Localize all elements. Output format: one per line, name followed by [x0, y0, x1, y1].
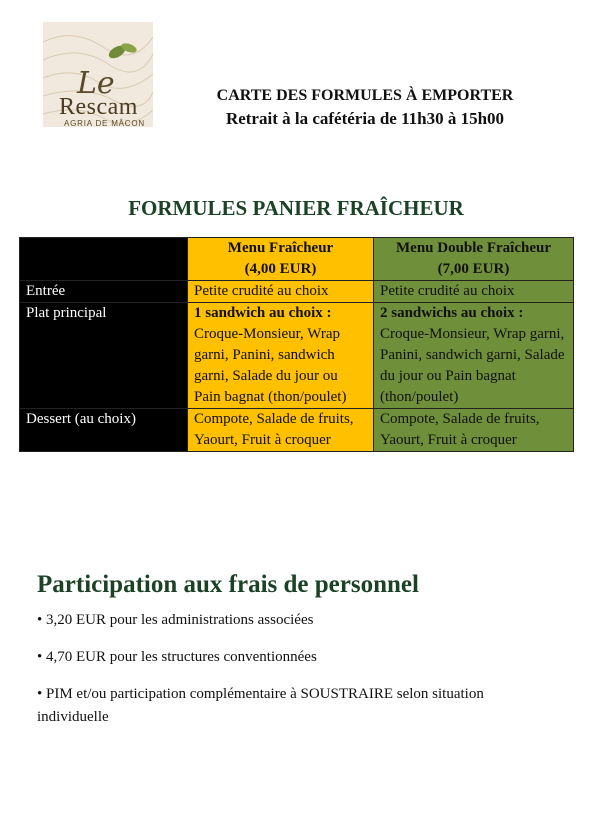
table-corner [20, 238, 188, 281]
menu1-cell: Compote, Salade de fruits, Yaourt, Fruit à croquer [188, 409, 374, 452]
row-label: Entrée [20, 281, 188, 303]
menu1-cell: Petite crudité au choix [188, 281, 374, 303]
menu1-plat-heading: 1 sandwich au choix : [194, 305, 332, 321]
table-row [20, 281, 574, 303]
menu1-price: (4,00 EUR) [244, 261, 317, 277]
menu1-title: Menu Fraîcheur [227, 240, 334, 256]
logo-le: Le [77, 66, 115, 101]
header-line1: CARTE DES FORMULES À EMPORTER [216, 87, 514, 104]
section-title: FORMULES PANIER FRAÎCHEUR [128, 196, 464, 220]
list-item: • 4,70 EUR pour les structures conventionnées [37, 649, 317, 665]
list-item: • PIM et/ou participation complémentaire à SOUSTRAIRE selon situation individuelle [37, 686, 484, 725]
menu1-cell [188, 303, 374, 409]
table-row [20, 303, 574, 409]
page-header [170, 84, 560, 130]
logo [43, 22, 153, 127]
table-row [20, 409, 574, 452]
menu2-plat-list: Croque-Monsieur, Wrap garni, Panini, sandwich garni, Salade du jour ou Pain bagnat (thon/poulet) [380, 326, 565, 405]
participation-list [37, 609, 557, 743]
list-item: • 3,20 EUR pour les administrations associées [37, 612, 314, 628]
menu-table [19, 237, 574, 452]
menu2-title: Menu Double Fraîcheur [396, 240, 551, 256]
menu2-cell: Petite crudité au choix [374, 281, 574, 303]
participation-title: Participation aux frais de personnel [37, 571, 419, 598]
table-header-row [20, 238, 574, 281]
logo-subtitle: AGRIA DE MÂCON [64, 119, 145, 127]
menu2-plat-heading: 2 sandwichs au choix : [380, 305, 524, 321]
logo-name: Rescam [59, 94, 138, 120]
menu1-header [188, 238, 374, 281]
menu2-header [374, 238, 574, 281]
row-label: Plat principal [20, 303, 188, 409]
menu2-price: (7,00 EUR) [437, 261, 510, 277]
row-label: Dessert (au choix) [20, 409, 188, 452]
header-line2: Retrait à la cafétéria de 11h30 à 15h00 [225, 109, 505, 128]
menu1-plat-list: Croque-Monsieur, Wrap garni, Panini, sandwich garni, Salade du jour ou Pain bagnat (thon/poulet) [194, 326, 347, 405]
menu2-cell: Compote, Salade de fruits, Yaourt, Fruit à croquer [374, 409, 574, 452]
menu2-cell [374, 303, 574, 409]
